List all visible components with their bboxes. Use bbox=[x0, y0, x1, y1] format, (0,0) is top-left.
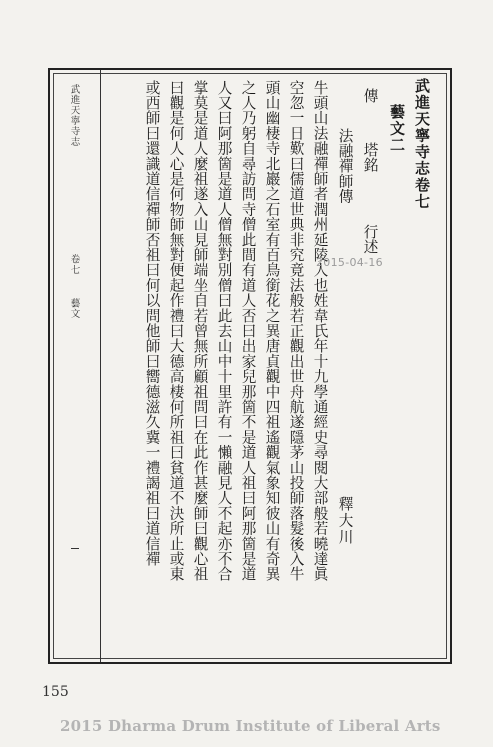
section-label-taming: 塔銘 bbox=[361, 142, 379, 173]
essay-title: 法融禪師傳 bbox=[336, 128, 354, 204]
section-title-xingshu: 行述 bbox=[361, 224, 379, 255]
body-column: 之人乃躬自尋訪問寺僧此間有道人否曰出家兒那箇不是道人祖曰阿那箇是道 bbox=[239, 80, 257, 582]
body-column: 頭山幽棲寺北巖之石室有百鳥銜花之異唐貞觀中四祖遙觀氣象知彼山有奇異 bbox=[263, 80, 281, 582]
watermark-institute: 2015 Dharma Drum Institute of Liberal Arts bbox=[60, 717, 441, 735]
gutter-mark bbox=[71, 548, 79, 549]
body-column: 或西師曰還識道信禪師否祖曰何以問他師曰嚮德滋久冀一禮謁祖曰道信禪 bbox=[143, 80, 161, 567]
running-head-section: 藝文 bbox=[68, 298, 80, 319]
page-subtitle: 藝文二 bbox=[388, 104, 406, 154]
body-column: 牛頭山法融禪師者潤州延陵人也姓韋氏年十九學通經史尋閱大部般若曉達眞 bbox=[311, 80, 329, 582]
running-head-juan: 卷七 bbox=[68, 254, 80, 275]
gutter-rule bbox=[100, 70, 101, 662]
page-title: 武進天寧寺志卷七 bbox=[413, 78, 431, 210]
body-column: 掌莫是道人麼祖遂入山見師端坐自若曾無所顧祖問曰在此作甚麼師曰觀心祖 bbox=[191, 80, 209, 582]
body-column: 人又曰阿那箇是道人僧無對別僧曰此去山中十里許有一懶融見人不起亦不合 bbox=[215, 80, 233, 582]
page-number: 155 bbox=[42, 684, 69, 700]
running-head-title: 武進天寧寺志 bbox=[68, 84, 80, 147]
body-column: 空忽一日歎曰儒道世典非究竟法般若正觀出世舟航遂隱茅山投師落髮後入牛 bbox=[287, 80, 305, 582]
watermark-date: 2015-04-16 bbox=[316, 256, 383, 269]
section-label-zhuan: 傳 bbox=[361, 88, 379, 104]
body-column: 曰觀是何人心是何物師無對便起作禮曰大德高棲何所祖曰貧道不決所止或東 bbox=[167, 80, 185, 582]
author-name: 釋大川 bbox=[336, 496, 354, 546]
